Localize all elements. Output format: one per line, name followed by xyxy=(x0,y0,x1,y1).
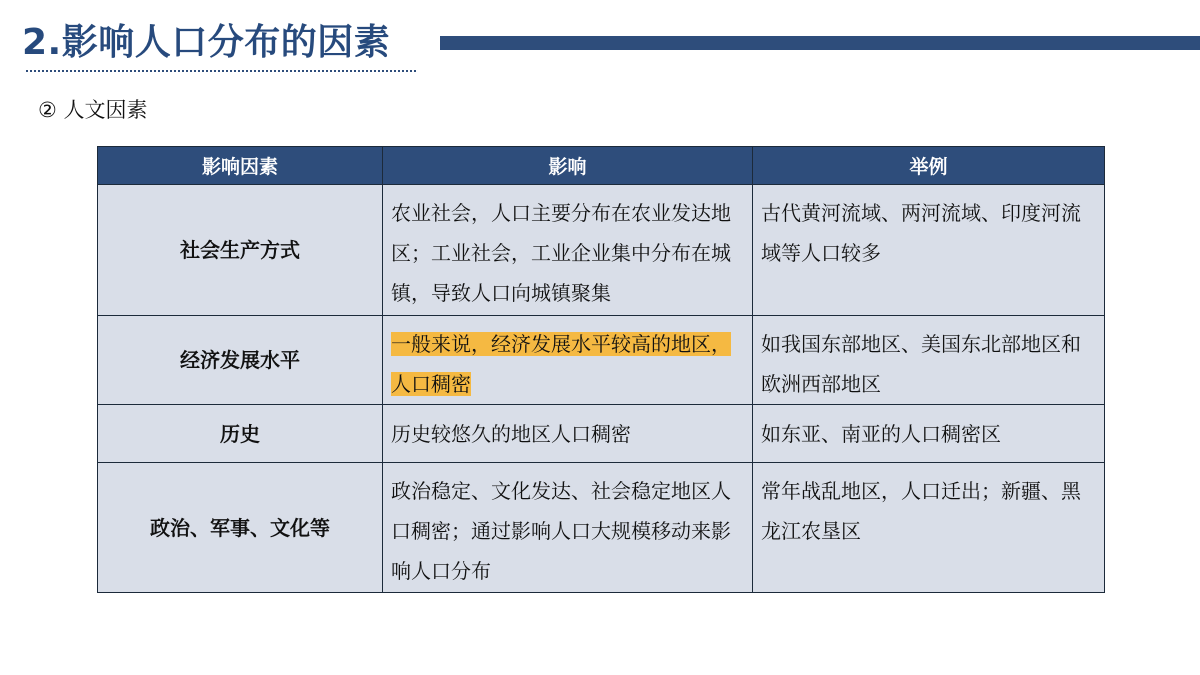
example-cell: 如我国东部地区、美国东北部地区和欧洲西部地区 xyxy=(753,316,1105,405)
table-row xyxy=(98,405,1105,463)
highlighted-text: 一般来说，经济发展水平较高的地区，人口稠密 xyxy=(391,332,731,396)
slide-title: 2.影响人口分布的因素 xyxy=(22,22,391,63)
table-row xyxy=(98,463,1105,593)
title-dotted-underline xyxy=(26,70,416,72)
header-example: 举例 xyxy=(753,147,1105,185)
impact-cell xyxy=(383,316,753,405)
title-decor-bar xyxy=(440,36,1200,50)
header-factor: 影响因素 xyxy=(98,147,383,185)
example-cell: 常年战乱地区，人口迁出；新疆、黑龙江农垦区 xyxy=(753,463,1105,593)
table-header-row xyxy=(98,147,1105,185)
factors-table xyxy=(97,146,1105,593)
section-subtitle: ② 人文因素 xyxy=(38,98,148,122)
impact-cell: 政治稳定、文化发达、社会稳定地区人口稠密；通过影响人口大规模移动来影响人口分布 xyxy=(383,463,753,593)
factor-cell: 社会生产方式 xyxy=(98,185,383,316)
factor-cell: 经济发展水平 xyxy=(98,316,383,405)
impact-cell: 农业社会，人口主要分布在农业发达地区；工业社会，工业企业集中分布在城镇，导致人口向城镇聚集 xyxy=(383,185,753,316)
table-row xyxy=(98,316,1105,405)
factor-cell: 历史 xyxy=(98,405,383,463)
impact-cell: 历史较悠久的地区人口稠密 xyxy=(383,405,753,463)
example-cell: 古代黄河流域、两河流域、印度河流域等人口较多 xyxy=(753,185,1105,316)
factor-cell: 政治、军事、文化等 xyxy=(98,463,383,593)
example-cell: 如东亚、南亚的人口稠密区 xyxy=(753,405,1105,463)
table-row xyxy=(98,185,1105,316)
header-impact: 影响 xyxy=(383,147,753,185)
